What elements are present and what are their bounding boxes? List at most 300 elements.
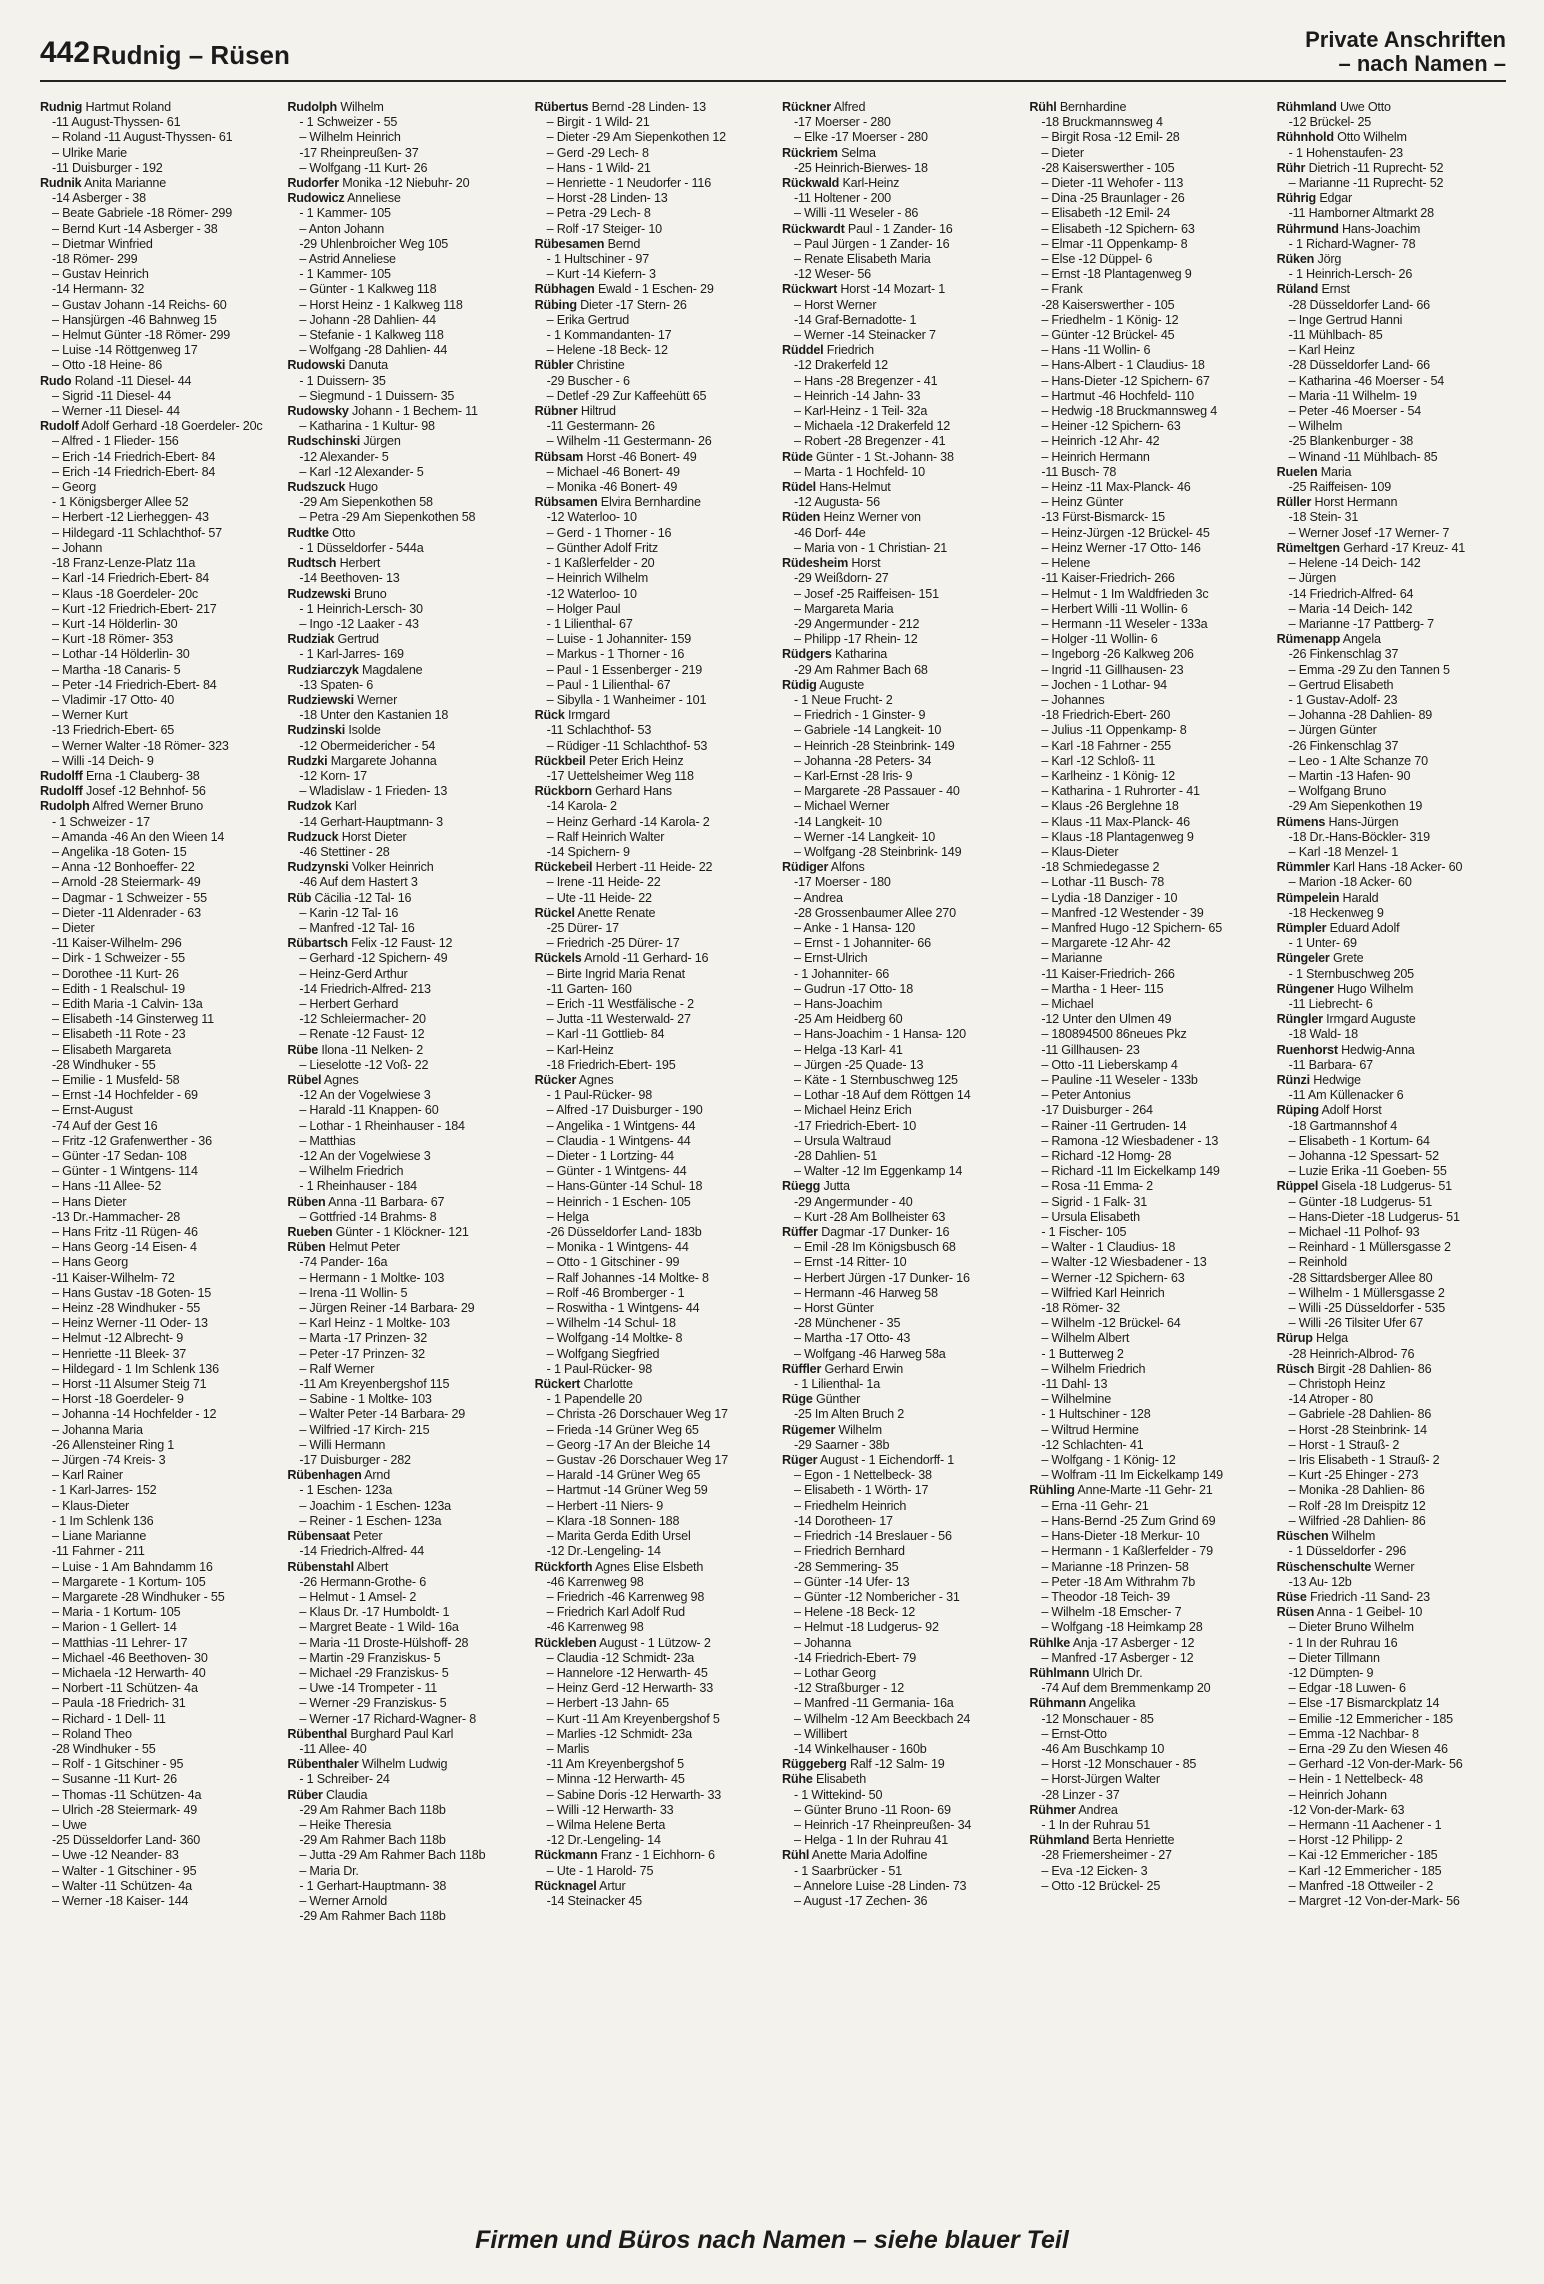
entry-text: – Julius -11 Oppenkamp- 8: [1041, 723, 1187, 738]
entry-text: – Hans-Joachim: [793, 996, 883, 1011]
entry-text: Hans-Joachim: [1342, 221, 1421, 236]
directory-entry: [535, 1681, 764, 1696]
directory-entry: [535, 951, 764, 966]
directory-entry: [782, 678, 1011, 693]
entry-text: Otto Wilhelm: [1337, 130, 1407, 145]
entry-text: – Friedrich -46 Karrenweg 98: [546, 1589, 705, 1604]
directory-entry: [40, 1803, 269, 1818]
entry-text: – Manfred -17 Asberger - 12: [1041, 1650, 1194, 1665]
directory-entry: [1029, 1438, 1258, 1453]
entry-surname: Rümeltgen: [1276, 540, 1340, 555]
entry-surname: Rückwald: [781, 176, 840, 191]
directory-entry: [287, 1103, 516, 1118]
directory-entry: [535, 1590, 764, 1605]
entry-text: Dagmar -17 Dunker- 16: [821, 1225, 950, 1240]
directory-entry: [1029, 328, 1258, 343]
directory-entry: [1029, 161, 1258, 176]
directory-entry: [1029, 617, 1258, 632]
directory-entry: [287, 860, 516, 875]
directory-entry: [782, 176, 1011, 191]
entry-text: – Andrea: [793, 890, 843, 905]
directory-entry: [40, 587, 269, 602]
entry-text: – Heinz Werner -11 Oder- 13: [52, 1316, 208, 1331]
entry-text: - 1 Lilienthal- 1a: [793, 1377, 880, 1392]
entry-text: – Dieter: [52, 920, 95, 935]
entry-text: -14 Atroper - 80: [1288, 1392, 1373, 1407]
entry-text: – Hans -28 Bregenzer - 41: [793, 373, 938, 388]
entry-text: – Arnold -28 Steiermark- 49: [52, 875, 201, 890]
entry-text: -14 Langkeit- 10: [793, 814, 882, 829]
directory-entry: [535, 1788, 764, 1803]
directory-entry: [287, 1864, 516, 1879]
entry-text: – Gustav Johann -14 Reichs- 60: [52, 297, 227, 312]
directory-entry: [287, 1681, 516, 1696]
entry-text: -14 Friedrich-Ebert- 79: [793, 1650, 917, 1665]
entry-text: – Johanna -14 Hochfelder - 12: [52, 1407, 217, 1422]
directory-entry: [782, 1088, 1011, 1103]
entry-text: – Ingeborg -26 Kalkweg 206: [1041, 647, 1194, 662]
directory-entry: [535, 480, 764, 495]
entry-text: – Walter - 1 Claudius- 18: [1041, 1240, 1176, 1255]
entry-text: – Lothar Georg: [793, 1665, 876, 1680]
directory-entry: [287, 480, 516, 495]
directory-entry: [40, 1696, 269, 1711]
directory-entry: [1029, 906, 1258, 921]
directory-entry: [40, 723, 269, 738]
entry-text: – Elisabeth -12 Emil- 24: [1041, 206, 1171, 221]
directory-entry: [1277, 404, 1506, 419]
entry-text: – Monika - 1 Wintgens- 44: [546, 1240, 689, 1255]
entry-text: Bruno: [353, 586, 387, 601]
entry-text: – Elisabeth -14 Ginsterweg 11: [52, 1012, 214, 1027]
entry-text: – Martin -13 Hafen- 90: [1288, 768, 1411, 783]
entry-text: -12 Straßburger - 12: [793, 1681, 905, 1696]
entry-text: – Ralf Johannes -14 Moltke- 8: [546, 1270, 709, 1285]
section-title: [1305, 28, 1506, 76]
directory-entry: [1277, 1392, 1506, 1407]
directory-entry: [535, 693, 764, 708]
directory-entry: [40, 1271, 269, 1286]
entry-text: – Johann: [52, 540, 103, 555]
directory-entry: [1029, 587, 1258, 602]
entry-text: – Wolfram -11 Im Eickelkamp 149: [1041, 1468, 1223, 1483]
entry-text: – Helmut - 1 Im Waldfrieden 3c: [1041, 586, 1209, 601]
directory-entry: [782, 936, 1011, 951]
entry-text: – Joachim - 1 Eschen- 123a: [299, 1498, 451, 1513]
directory-entry: [40, 1788, 269, 1803]
directory-entry: [1277, 1712, 1506, 1727]
entry-surname: Rüschen: [1276, 1529, 1329, 1544]
directory-entry: [287, 1316, 516, 1331]
entry-text: – Margareta Maria: [793, 601, 894, 616]
directory-entry: [287, 1727, 516, 1742]
directory-entry: [535, 1225, 764, 1240]
directory-entry: [535, 921, 764, 936]
entry-surname: Rümpelein: [1276, 890, 1340, 905]
entry-text: - 1 Heinrich-Lersch- 30: [299, 601, 423, 616]
entry-text: – Johann -28 Dahlien- 44: [299, 312, 436, 327]
directory-entry: [1029, 1286, 1258, 1301]
directory-entry: [40, 404, 269, 419]
directory-entry: [40, 815, 269, 830]
entry-text: – Edith Maria -1 Calvin- 13a: [52, 996, 203, 1011]
entry-text: Günter - 1 St.-Johann- 38: [815, 449, 954, 464]
entry-text: – Eva -12 Eicken- 3: [1041, 1863, 1148, 1878]
directory-entry: [782, 161, 1011, 176]
entry-surname: Rübenhagen: [287, 1468, 362, 1483]
entry-text: – Günter - 1 Kalkweg 118: [299, 282, 437, 297]
entry-text: – Iris Elisabeth - 1 Strauß- 2: [1288, 1453, 1440, 1468]
directory-entry: [287, 632, 516, 647]
directory-entry: [535, 708, 764, 723]
directory-entry: [782, 191, 1011, 206]
entry-text: - 1 Schweizer - 17: [52, 814, 150, 829]
entry-text: – Karl-Ernst -28 Iris- 9: [793, 768, 913, 783]
entry-text: Alfons: [830, 860, 865, 875]
directory-entry: [782, 1179, 1011, 1194]
entry-text: – Vladimir -17 Otto- 40: [52, 692, 175, 707]
entry-text: – Hermann -11 Aachener - 1: [1288, 1817, 1442, 1832]
directory-entry: [1277, 1575, 1506, 1590]
entry-text: -11 Holtener - 200: [793, 191, 891, 206]
entry-text: – Dieter Bruno Wilhelm: [1288, 1620, 1414, 1635]
entry-text: -14 Gerhart-Hauptmann- 3: [299, 814, 443, 829]
directory-entry: [535, 298, 764, 313]
entry-text: – Marion - 1 Gellert- 14: [52, 1620, 177, 1635]
directory-entry: [1029, 495, 1258, 510]
entry-text: – Anke - 1 Hansa- 120: [793, 920, 916, 935]
directory-entry: [287, 815, 516, 830]
directory-entry: [535, 1271, 764, 1286]
entry-text: Horst -14 Mozart- 1: [840, 282, 946, 297]
entry-text: – Margret -12 Von-der-Mark- 56: [1288, 1893, 1460, 1908]
entry-text: -12 Unter den Ulmen 49: [1041, 1012, 1172, 1027]
directory-entry: [40, 191, 269, 206]
entry-surname: Rudzuck: [287, 829, 339, 844]
directory-entry: [782, 526, 1011, 541]
entry-text: -18 Unter den Kastanien 18: [299, 708, 449, 723]
entry-text: Burghard Paul Karl: [350, 1726, 454, 1741]
entry-text: - 1 Butterweg 2: [1041, 1346, 1124, 1361]
directory-column: [782, 100, 1011, 2210]
entry-surname: Rübenthaler: [287, 1757, 359, 1772]
entry-text: – Willi -25 Düsseldorfer - 535: [1288, 1301, 1446, 1316]
directory-entry: [40, 1377, 269, 1392]
directory-entry: [535, 1438, 764, 1453]
entry-text: -12 Schleiermacher- 20: [299, 1012, 426, 1027]
entry-text: – Michaela -12 Herwarth- 40: [52, 1665, 206, 1680]
directory-entry: [1277, 830, 1506, 845]
entry-text: – Roswitha - 1 Wintgens- 44: [546, 1301, 700, 1316]
entry-text: – Astrid Anneliese: [299, 252, 396, 267]
directory-entry: [1277, 1681, 1506, 1696]
entry-text: – Herbert -12 Lierheggen- 43: [52, 510, 209, 525]
entry-text: -12 Dümpten- 9: [1288, 1665, 1374, 1680]
entry-text: - 1 Lilienthal- 67: [546, 616, 633, 631]
directory-entry: [1277, 1499, 1506, 1514]
directory-entry: [1277, 450, 1506, 465]
entry-surname: Rudziarczyk: [287, 662, 359, 677]
directory-entry: [287, 1240, 516, 1255]
directory-entry: [1029, 1590, 1258, 1605]
entry-text: – Walter -12 Wiesbadener - 13: [1041, 1255, 1207, 1270]
entry-surname: Rübensaat: [287, 1529, 350, 1544]
entry-text: – Emilie -12 Emmericher - 185: [1288, 1711, 1453, 1726]
entry-text: Ilona -11 Nelken- 2: [321, 1042, 424, 1057]
directory-entry: [535, 1803, 764, 1818]
entry-text: – Margarete -12 Ahr- 42: [1041, 936, 1171, 951]
directory-entry: [1277, 1407, 1506, 1422]
entry-text: Katharina: [834, 647, 888, 662]
entry-text: -12 Drakerfeld 12: [793, 358, 888, 373]
entry-text: – Elmar -11 Oppenkamp- 8: [1041, 236, 1188, 251]
entry-text: -12 Waterloo- 10: [546, 510, 637, 525]
directory-entry: [1277, 1727, 1506, 1742]
directory-entry: [535, 1453, 764, 1468]
entry-text: -29 Am Rahmer Bach 118b: [299, 1909, 446, 1924]
entry-text: – Willi -11 Weseler - 86: [793, 206, 919, 221]
directory-entry: [287, 222, 516, 237]
directory-entry: [1277, 510, 1506, 525]
entry-surname: Rudtsch: [287, 556, 337, 571]
entry-text: – Wilma Helene Berta: [546, 1817, 666, 1832]
directory-entry: [287, 1210, 516, 1225]
directory-entry: [287, 1347, 516, 1362]
entry-text: – Werner -12 Spichern- 63: [1041, 1270, 1185, 1285]
entry-text: – Roland Theo: [52, 1726, 132, 1741]
entry-text: – Harald -11 Knappen- 60: [299, 1103, 439, 1118]
directory-entry: [287, 328, 516, 343]
entry-surname: Rüsen: [1276, 1605, 1315, 1620]
entry-text: - 1 Gustav-Adolf- 23: [1288, 692, 1398, 707]
directory-entry: [1029, 206, 1258, 221]
entry-surname: Rührig: [1276, 191, 1317, 206]
entry-text: – Dina -25 Braunlager - 26: [1041, 191, 1185, 206]
entry-text: – Richard - 1 Dell- 11: [52, 1711, 166, 1726]
entry-text: -28 Friemersheimer - 27: [1041, 1848, 1172, 1863]
entry-text: -11 Fahrner - 211: [52, 1544, 145, 1559]
directory-entry: [1277, 495, 1506, 510]
entry-text: -25 Raiffeisen- 109: [1288, 480, 1392, 495]
directory-entry: [1029, 1407, 1258, 1422]
entry-text: – Michael Werner: [793, 799, 890, 814]
directory-entry: [1029, 1742, 1258, 1757]
directory-entry: [40, 1347, 269, 1362]
directory-entry: [287, 1088, 516, 1103]
directory-entry: [782, 1864, 1011, 1879]
directory-entry: [40, 632, 269, 647]
directory-entry: [287, 1848, 516, 1863]
entry-text: – Minna -12 Herwarth- 45: [546, 1772, 685, 1787]
entry-text: – Egon - 1 Nettelbeck- 38: [793, 1468, 932, 1483]
entry-text: – Wilfried -28 Dahlien- 86: [1288, 1513, 1426, 1528]
directory-entry: [287, 495, 516, 510]
entry-text: – Hermann - 1 Moltke- 103: [299, 1270, 445, 1285]
entry-text: – Willibert: [793, 1726, 848, 1741]
directory-entry: [287, 1620, 516, 1635]
directory-entry: [1029, 1423, 1258, 1438]
directory-entry: [535, 161, 764, 176]
directory-entry: [40, 1864, 269, 1879]
entry-surname: Rüppel: [1276, 1179, 1319, 1194]
directory-entry: [40, 282, 269, 297]
entry-text: - 1 Schreiber- 24: [299, 1772, 390, 1787]
directory-entry: [287, 1788, 516, 1803]
entry-text: – Johanna: [793, 1635, 852, 1650]
directory-entry: [1029, 282, 1258, 297]
entry-text: – Kurt -14 Hölderlin- 30: [52, 616, 178, 631]
directory-entry: [1277, 252, 1506, 267]
entry-text: - 1 Paul-Rücker- 98: [546, 1361, 653, 1376]
directory-entry: [535, 1848, 764, 1863]
directory-entry: [287, 663, 516, 678]
entry-text: – Lieselotte -12 Voß- 22: [299, 1057, 429, 1072]
directory-entry: [40, 739, 269, 754]
entry-surname: Rühl: [1029, 100, 1057, 114]
entry-text: – Erika Gertrud: [546, 312, 630, 327]
directory-entry: [1277, 1103, 1506, 1118]
entry-surname: Rückwardt: [781, 221, 845, 236]
entry-text: -28 Düsseldorfer Land- 66: [1288, 297, 1430, 312]
entry-text: – Else -17 Bismarckplatz 14: [1288, 1696, 1440, 1711]
directory-entry: [1029, 1119, 1258, 1134]
entry-text: – Hansjürgen -46 Bahnweg 15: [52, 312, 217, 327]
directory-entry: [535, 510, 764, 525]
entry-text: -25 Heinrich-Bierwes- 18: [793, 160, 928, 175]
entry-text: -26 Düsseldorfer Land- 183b: [546, 1225, 702, 1240]
directory-entry: [782, 1529, 1011, 1544]
directory-entry: [782, 799, 1011, 814]
entry-text: - 1 Fischer- 105: [1041, 1225, 1127, 1240]
directory-entry: [535, 1179, 764, 1194]
directory-entry: [535, 1712, 764, 1727]
directory-entry: [287, 906, 516, 921]
entry-text: – Klaus -18 Plantagenweg 9: [1041, 829, 1194, 844]
directory-entry: [287, 769, 516, 784]
entry-text: Adolf Horst: [1321, 1103, 1382, 1118]
entry-text: – Werner -29 Franziskus- 5: [299, 1696, 447, 1711]
directory-entry: [1029, 1316, 1258, 1331]
directory-entry: [287, 982, 516, 997]
entry-text: – Rüdiger -11 Schlachthof- 53: [546, 738, 708, 753]
directory-entry: [40, 602, 269, 617]
entry-surname: Rücknagel: [534, 1878, 597, 1893]
entry-text: Bernhardine: [1059, 100, 1127, 114]
directory-entry: [287, 298, 516, 313]
entry-surname: Rückel: [534, 905, 575, 920]
directory-entry: [535, 1499, 764, 1514]
directory-entry: [1029, 936, 1258, 951]
entry-text: Danuta: [348, 358, 388, 373]
entry-surname: Rudzynski: [287, 860, 349, 875]
directory-entry: [535, 784, 764, 799]
entry-text: -12 Dr.-Lengeling- 14: [546, 1544, 661, 1559]
directory-entry: [782, 1058, 1011, 1073]
entry-text: Ernst: [1321, 282, 1350, 297]
entry-text: – Klaus Dr. -17 Humboldt- 1: [299, 1605, 450, 1620]
entry-text: - 1 Kommandanten- 17: [546, 328, 672, 343]
entry-text: – Heinz-Gerd Arthur: [299, 966, 408, 981]
directory-entry: [782, 997, 1011, 1012]
entry-text: Angelika: [1088, 1696, 1136, 1711]
directory-entry: [40, 1210, 269, 1225]
directory-entry: [287, 282, 516, 297]
entry-text: – Helene: [1041, 556, 1091, 571]
entry-text: – Lothar -14 Hölderlin- 30: [52, 647, 190, 662]
directory-entry: [287, 754, 516, 769]
directory-entry: [1277, 875, 1506, 890]
directory-entry: [40, 1651, 269, 1666]
directory-entry: [287, 1301, 516, 1316]
entry-text: – Ernst-August: [52, 1103, 133, 1118]
directory-entry: [287, 708, 516, 723]
entry-text: – Horst -12 Monschauer - 85: [1041, 1757, 1197, 1772]
directory-entry: [40, 389, 269, 404]
directory-entry: [782, 1620, 1011, 1635]
entry-surname: Rückbeil: [534, 753, 586, 768]
directory-entry: [1277, 1149, 1506, 1164]
entry-text: -12 Waterloo- 10: [546, 586, 637, 601]
entry-surname: Rübing: [534, 297, 577, 312]
entry-text: -18 Friedrich-Ebert- 260: [1041, 708, 1171, 723]
directory-entry: [535, 739, 764, 754]
directory-entry: [40, 1362, 269, 1377]
entry-text: Uwe Otto: [1339, 100, 1391, 114]
entry-text: Berta Henriette: [1092, 1833, 1175, 1848]
entry-text: - 1 Hohenstaufen- 23: [1288, 145, 1403, 160]
directory-entry: [40, 358, 269, 373]
directory-entry: [782, 206, 1011, 221]
directory-entry: [40, 1757, 269, 1772]
directory-entry: [782, 1316, 1011, 1331]
entry-text: -12 Schlachten- 41: [1041, 1437, 1144, 1452]
entry-text: – Friedrich -14 Breslauer - 56: [793, 1529, 952, 1544]
directory-entry: [40, 769, 269, 784]
entry-text: Elisabeth: [815, 1772, 866, 1787]
entry-surname: Rüggeberg: [781, 1757, 847, 1772]
entry-text: Peter Erich Heinz: [588, 753, 684, 768]
entry-text: Horst Dieter: [341, 829, 407, 844]
directory-entry: [40, 951, 269, 966]
directory-entry: [535, 1301, 764, 1316]
entry-text: – Karl -12 Alexander- 5: [299, 464, 424, 479]
entry-text: -29 Am Rahmer Bach 118b: [299, 1833, 446, 1848]
directory-entry: [1277, 1833, 1506, 1848]
directory-entry: [40, 1438, 269, 1453]
directory-entry: [1029, 1468, 1258, 1483]
directory-entry: [782, 1119, 1011, 1134]
directory-entry: [287, 1377, 516, 1392]
directory-entry: [1277, 1225, 1506, 1240]
entry-text: – Wilhelm -12 Am Beeckbach 24: [793, 1711, 971, 1726]
directory-entry: [1277, 298, 1506, 313]
entry-text: – Paul Jürgen - 1 Zander- 16: [793, 236, 950, 251]
entry-surname: Rudzewski: [287, 586, 351, 601]
directory-entry: [287, 374, 516, 389]
entry-text: – Beate Gabriele -18 Römer- 299: [52, 206, 233, 221]
entry-text: – Ingo -12 Laaker - 43: [299, 616, 419, 631]
directory-entry: [782, 739, 1011, 754]
directory-entry: [1277, 1529, 1506, 1544]
entry-text: – Werner Arnold: [299, 1893, 388, 1908]
directory-entry: [1029, 1179, 1258, 1194]
directory-entry: [40, 100, 269, 115]
entry-text: Karl Hans -18 Acker- 60: [1333, 860, 1463, 875]
entry-text: – Marlies -12 Schmidt- 23a: [546, 1726, 692, 1741]
entry-text: – Inge Gertrud Hanni: [1288, 312, 1403, 327]
entry-text: Adolf Gerhard -18 Goerdeler- 20c: [81, 419, 263, 434]
entry-surname: Rudowicz: [287, 191, 345, 206]
